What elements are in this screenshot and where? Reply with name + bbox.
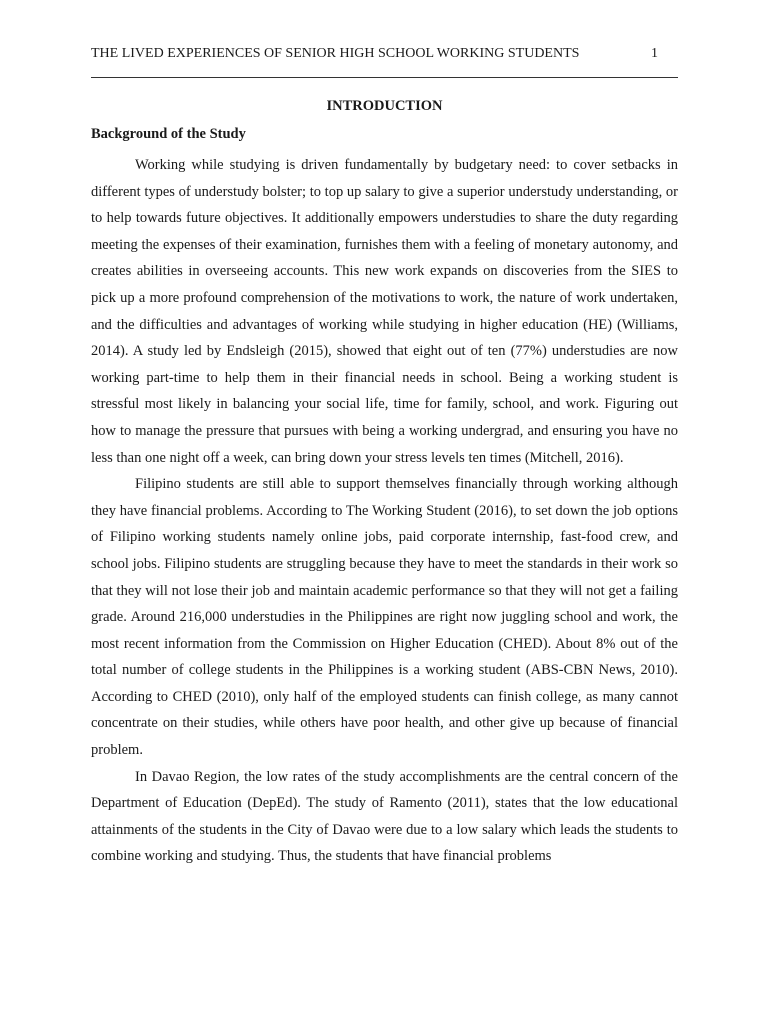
body-text (91, 152, 678, 870)
running-head (91, 44, 678, 64)
subsection-title: Background of the Study (91, 126, 246, 142)
paragraph: Working while studying is driven fundamentally by budgetary need: to cover setbacks in different types of understudy bolster; to top up salary to give a superior understudy understanding, or to help towards future objectives. It additionally empowers understudies to share the duty regarding meeting the expenses of their examination, furnishes them with a feeling of monetary autonomy, and creates abilities in overseeing accounts. This new work expands on discoveries from the SIES to pick up a more profound comprehension of the motivations to work, the nature of work undertaken, and the difficulties and advantages of working while studying in higher education (HE) (Williams, 2014). A study led by Endsleigh (2015), showed that eight out of ten (77%) understudies are now working part-time to help them in their financial needs in school. Being a working student is stressful most likely in balancing your social life, time for family, school, and work. Figuring out how to manage the pressure that pursues with being a working undergrad, and ensuring you have no less than one night off a week, can bring down your stress levels ten times (Mitchell, 2016). (91, 157, 678, 466)
running-title: THE LIVED EXPERIENCES OF SENIOR HIGH SCHOOL WORKING STUDENTS (91, 46, 580, 61)
paragraph: In Davao Region, the low rates of the study accomplishments are the central concern of the Department of Education (DepEd). The study of Ramento (2011), states that the low educational attainments of the students in the City of Davao were due to a low salary which leads the students to combine working and studying. Thus, the students that have financial problems (91, 768, 678, 865)
page-number: 1 (651, 46, 658, 61)
header-rule (91, 77, 678, 78)
paragraph: Filipino students are still able to support themselves financially through working although they have financial problems. According to The Working Student (2016), to set down the job options of Filipino working students namely online jobs, paid corporate internship, fast-food crew, and school jobs. Filipino students are struggling because they have to meet the standards in their work so that they will not lose their job and maintain academic performance so that they will not get a failing grade. Around 216,000 understudies in the Philippines are right now juggling school and work, the most recent information from the Commission on Higher Education (CHED). About 8% out of the total number of college students in the Philippines is a working student (ABS-CBN News, 2010). According to CHED (2010), only half of the employed students can finish college, as many cannot concentrate on their studies, while others have poor health, and other give up because of financial problem. (91, 476, 678, 759)
section-title: INTRODUCTION (326, 98, 443, 114)
